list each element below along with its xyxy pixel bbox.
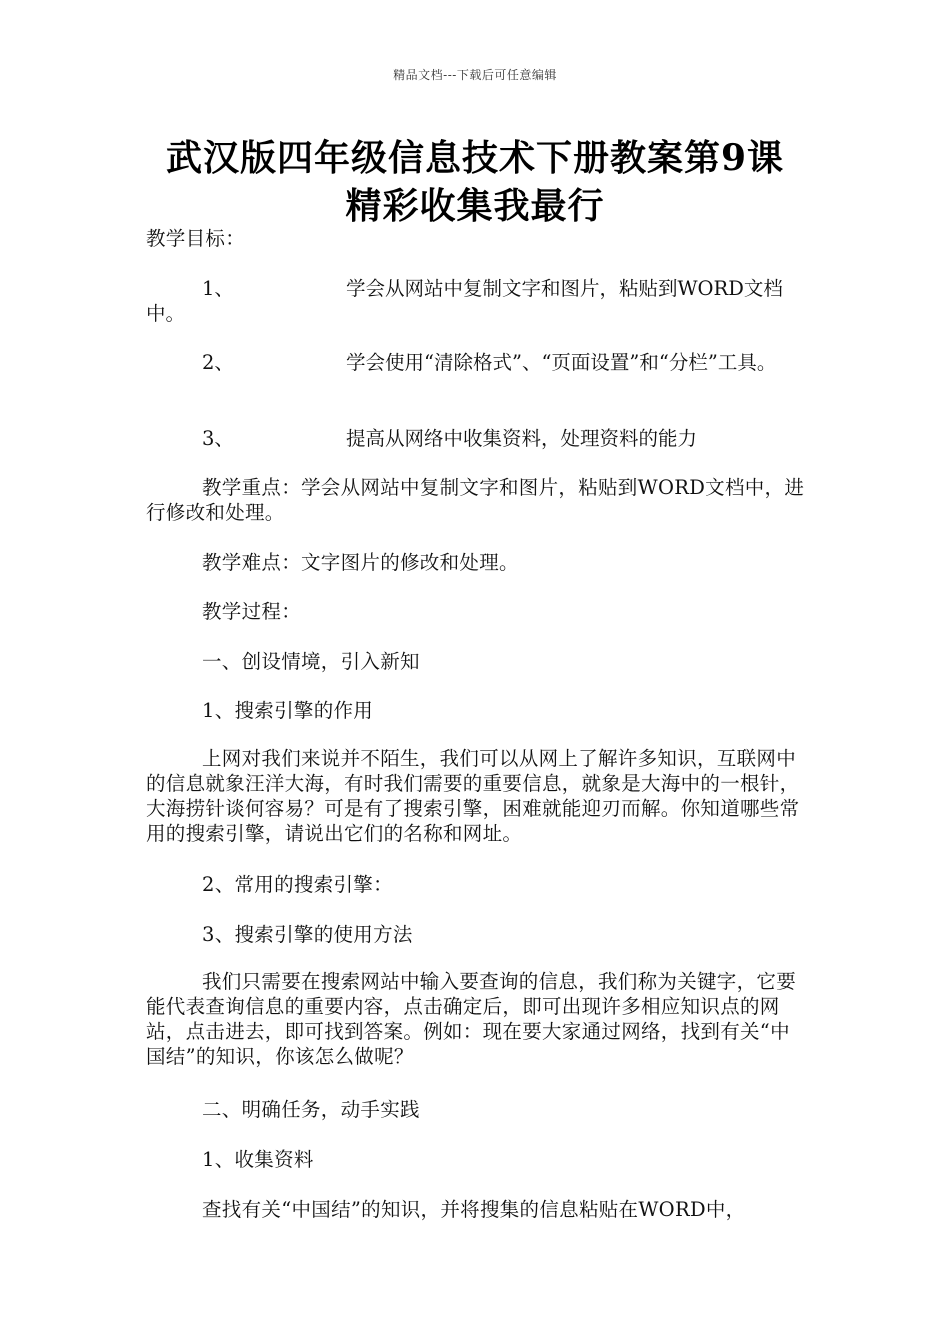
objective-text: 学会从网站中复制文字和图片，粘贴到WORD文档中。 <box>146 277 783 325</box>
difficulty-paragraph: 教学难点：文字图片的修改和处理。 <box>202 551 519 574</box>
paragraph-task-chinese-knot: 查找有关“中国结”的知识，并将搜集的信息粘贴在WORD中， <box>202 1198 746 1221</box>
process-heading: 教学过程： <box>202 600 302 623</box>
objective-number: 2、 <box>202 351 234 374</box>
objective-text: 提高从网络中收集资料，处理资料的能力 <box>346 427 698 450</box>
document-title-line-2: 精彩收集我最行 <box>345 185 605 227</box>
subheading-usage-method: 3、搜索引擎的使用方法 <box>202 923 413 946</box>
subheading-search-engine-role: 1、搜索引擎的作用 <box>202 699 374 722</box>
subheading-collect-materials: 1、收集资料 <box>202 1148 314 1171</box>
objective-text: 学会使用“清除格式”、“页面设置”和“分栏”工具。 <box>346 351 777 374</box>
document-title-line-1: 武汉版四年级信息技术下册教案第9课 <box>165 137 785 179</box>
key-point-paragraph: 教学重点：学会从网站中复制文字和图片，粘贴到WORD文档中，进行修改和处理。 <box>146 476 805 524</box>
objective-item <box>146 426 808 451</box>
objective-item <box>146 276 808 326</box>
subheading-common-engines: 2、常用的搜索引擎： <box>202 873 393 896</box>
objective-item <box>146 350 808 375</box>
objectives-heading: 教学目标： <box>146 227 246 250</box>
objective-number: 1、 <box>202 277 234 300</box>
page-header: 精品文档---下载后可任意编辑 <box>393 68 557 82</box>
section-heading-1: 一、创设情境，引入新知 <box>202 650 420 673</box>
objective-number: 3、 <box>202 427 234 450</box>
paragraph-usage-explanation: 我们只需要在搜索网站中输入要查询的信息，我们称为关键字，它要能代表查询信息的重要内容，点击确定后，即可出现许多相应知识点的网站，点击进去，即可找到答案。例如：现在要大家通过网络，找到有关“中国结”的知识，你该怎么做呢？ <box>146 970 797 1068</box>
paragraph-search-intro: 上网对我们来说并不陌生，我们可以从网上了解许多知识，互联网中的信息就象汪洋大海，有时我们需要的重要信息，就象是大海中的一根针，大海捞针谈何容易？可是有了搜索引擎，困难就能迎刃而解。你知道哪些常用的搜索引擎，请说出它们的名称和网址。 <box>146 747 800 845</box>
section-heading-2: 二、明确任务，动手实践 <box>202 1098 420 1121</box>
